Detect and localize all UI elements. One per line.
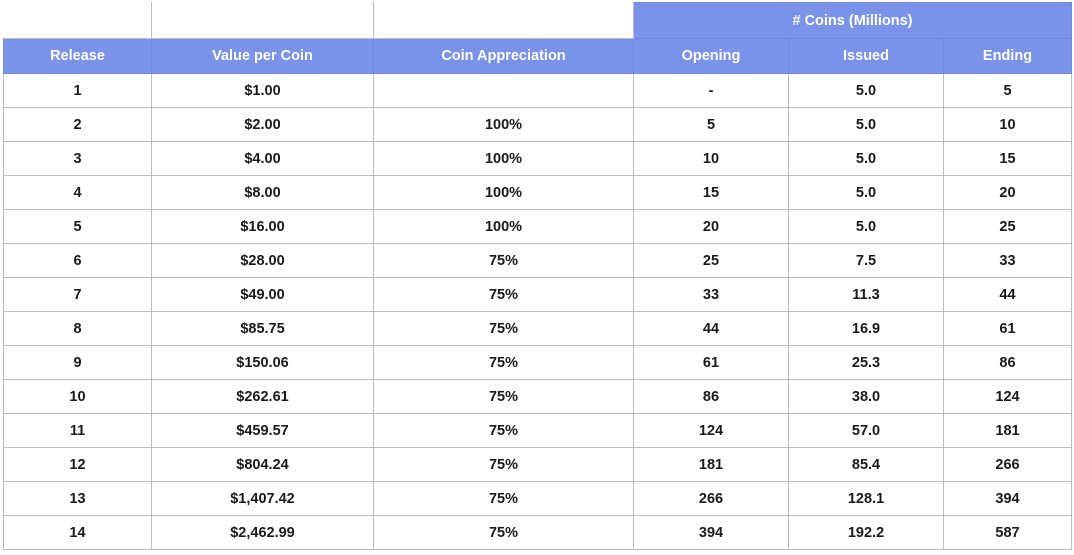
cell-opening: 5 (634, 108, 789, 142)
cell-opening: 15 (634, 176, 789, 210)
cell-coin-appreciation: 100% (374, 142, 634, 176)
table-row (4, 482, 1072, 516)
cell-issued: 5.0 (789, 74, 944, 108)
cell-ending: 124 (944, 380, 1072, 414)
cell-release: 3 (4, 142, 152, 176)
cell-issued: 16.9 (789, 312, 944, 346)
cell-issued: 25.3 (789, 346, 944, 380)
cell-release: 10 (4, 380, 152, 414)
cell-release: 9 (4, 346, 152, 380)
cell-value-per-coin: $49.00 (152, 278, 374, 312)
table-row (4, 448, 1072, 482)
cell-coin-appreciation (374, 74, 634, 108)
cell-issued: 57.0 (789, 414, 944, 448)
cell-value-per-coin: $28.00 (152, 244, 374, 278)
cell-ending: 15 (944, 142, 1072, 176)
cell-opening: 86 (634, 380, 789, 414)
cell-opening: 33 (634, 278, 789, 312)
table-row (4, 244, 1072, 278)
cell-issued: 192.2 (789, 516, 944, 550)
table-row (4, 380, 1072, 414)
cell-coin-appreciation: 75% (374, 244, 634, 278)
cell-issued: 7.5 (789, 244, 944, 278)
table-column-header-row (4, 39, 1072, 74)
cell-coin-appreciation: 100% (374, 108, 634, 142)
table-row (4, 278, 1072, 312)
coin-release-table (3, 2, 1072, 550)
column-header-issued: Issued (789, 39, 944, 74)
cell-value-per-coin: $1.00 (152, 74, 374, 108)
cell-value-per-coin: $4.00 (152, 142, 374, 176)
table-row (4, 176, 1072, 210)
cell-value-per-coin: $2,462.99 (152, 516, 374, 550)
cell-ending: 394 (944, 482, 1072, 516)
cell-release: 12 (4, 448, 152, 482)
cell-ending: 5 (944, 74, 1072, 108)
cell-coin-appreciation: 75% (374, 380, 634, 414)
cell-ending: 181 (944, 414, 1072, 448)
cell-value-per-coin: $8.00 (152, 176, 374, 210)
cell-release: 1 (4, 74, 152, 108)
cell-ending: 266 (944, 448, 1072, 482)
cell-release: 6 (4, 244, 152, 278)
table-row (4, 210, 1072, 244)
cell-value-per-coin: $16.00 (152, 210, 374, 244)
cell-ending: 61 (944, 312, 1072, 346)
cell-issued: 5.0 (789, 210, 944, 244)
cell-issued: 5.0 (789, 108, 944, 142)
group-header-blank-release (4, 3, 152, 39)
group-header-coins-millions: # Coins (Millions) (634, 3, 1072, 39)
column-header-value-per-coin: Value per Coin (152, 39, 374, 74)
cell-opening: 266 (634, 482, 789, 516)
cell-ending: 86 (944, 346, 1072, 380)
cell-coin-appreciation: 75% (374, 448, 634, 482)
table-row (4, 74, 1072, 108)
cell-release: 7 (4, 278, 152, 312)
cell-issued: 5.0 (789, 176, 944, 210)
table-row (4, 346, 1072, 380)
cell-value-per-coin: $85.75 (152, 312, 374, 346)
cell-release: 4 (4, 176, 152, 210)
table-row (4, 312, 1072, 346)
table-header (4, 3, 1072, 74)
cell-value-per-coin: $459.57 (152, 414, 374, 448)
cell-opening: 394 (634, 516, 789, 550)
cell-coin-appreciation: 75% (374, 482, 634, 516)
cell-opening: 181 (634, 448, 789, 482)
cell-coin-appreciation: 100% (374, 210, 634, 244)
cell-ending: 25 (944, 210, 1072, 244)
cell-value-per-coin: $2.00 (152, 108, 374, 142)
cell-opening: 10 (634, 142, 789, 176)
cell-issued: 11.3 (789, 278, 944, 312)
column-header-release: Release (4, 39, 152, 74)
cell-value-per-coin: $262.61 (152, 380, 374, 414)
table-row (4, 142, 1072, 176)
cell-coin-appreciation: 75% (374, 414, 634, 448)
cell-value-per-coin: $1,407.42 (152, 482, 374, 516)
cell-release: 14 (4, 516, 152, 550)
cell-release: 2 (4, 108, 152, 142)
cell-release: 5 (4, 210, 152, 244)
cell-ending: 44 (944, 278, 1072, 312)
cell-release: 11 (4, 414, 152, 448)
cell-coin-appreciation: 75% (374, 278, 634, 312)
cell-ending: 20 (944, 176, 1072, 210)
cell-opening: 20 (634, 210, 789, 244)
column-header-coin-appreciation: Coin Appreciation (374, 39, 634, 74)
cell-coin-appreciation: 75% (374, 346, 634, 380)
column-header-ending: Ending (944, 39, 1072, 74)
table-body (4, 74, 1072, 550)
cell-issued: 38.0 (789, 380, 944, 414)
group-header-blank-value (152, 3, 374, 39)
cell-opening: 44 (634, 312, 789, 346)
cell-opening: 25 (634, 244, 789, 278)
cell-coin-appreciation: 75% (374, 312, 634, 346)
cell-release: 8 (4, 312, 152, 346)
table-row (4, 516, 1072, 550)
cell-issued: 128.1 (789, 482, 944, 516)
cell-value-per-coin: $150.06 (152, 346, 374, 380)
group-header-blank-appreciation (374, 3, 634, 39)
cell-issued: 85.4 (789, 448, 944, 482)
cell-ending: 33 (944, 244, 1072, 278)
cell-ending: 587 (944, 516, 1072, 550)
cell-value-per-coin: $804.24 (152, 448, 374, 482)
coin-release-table-container (0, 2, 1074, 550)
cell-opening: 124 (634, 414, 789, 448)
cell-opening: - (634, 74, 789, 108)
column-header-opening: Opening (634, 39, 789, 74)
cell-opening: 61 (634, 346, 789, 380)
cell-coin-appreciation: 75% (374, 516, 634, 550)
table-row (4, 414, 1072, 448)
cell-release: 13 (4, 482, 152, 516)
cell-issued: 5.0 (789, 142, 944, 176)
cell-coin-appreciation: 100% (374, 176, 634, 210)
table-row (4, 108, 1072, 142)
table-group-header-row (4, 3, 1072, 39)
cell-ending: 10 (944, 108, 1072, 142)
